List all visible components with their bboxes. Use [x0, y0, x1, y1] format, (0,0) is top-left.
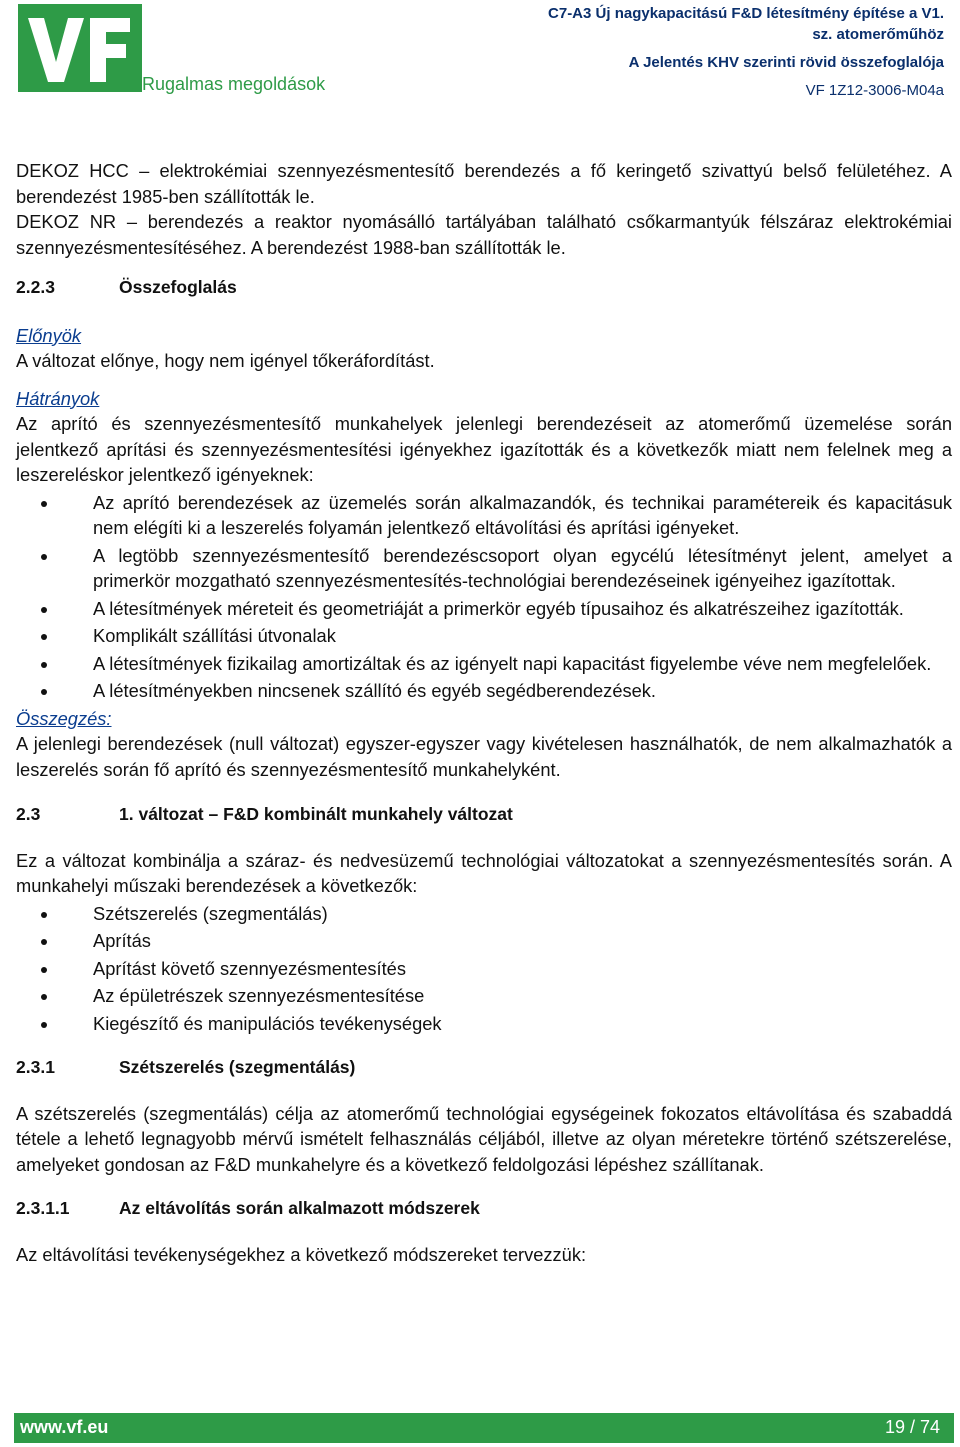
page-footer: [14, 1413, 954, 1443]
paragraph-dekoz-hcc: DEKOZ HCC – elektrokémiai szennyezésmentesítő berendezés a fő keringető szivattyú belső felületéhez. A berendezést 1985-ben szállították le.: [16, 160, 952, 207]
section-number: 2.3.1.1: [16, 1198, 70, 1218]
page-content: [16, 158, 952, 1267]
hatranyok-list: [16, 490, 952, 704]
list-item: A létesítményekben nincsenek szállító és egyéb segédberendezések.: [16, 678, 952, 704]
paragraph-hatranyok: Az aprító és szennyezésmentesítő munkahelyek jelenlegi berendezéseit az atomerőmű üzemelése során jelentkező aprítási és szennyezésmentesítési igényekhez igazították és a következők miatt nem felelnek meg a leszereléskor jelentkező igényeknek:: [16, 413, 952, 485]
section-heading-2-2-3: [16, 275, 952, 301]
section-title: Szétszerelés (szegmentálás): [119, 1057, 356, 1077]
section-heading-2-3: [16, 802, 952, 828]
list-item: Aprítást követő szennyezésmentesítés: [16, 956, 952, 982]
bullet-icon: [41, 689, 47, 695]
list-item: A létesítmények méreteit és geometriáját a primerkör egyéb típusaihoz és alkatrészeihez igazították.: [16, 596, 952, 622]
list-item: Kiegészítő és manipulációs tevékenységek: [16, 1011, 952, 1037]
bullet-icon: [41, 967, 47, 973]
section-heading-2-3-1: [16, 1055, 952, 1081]
bullet-icon: [41, 939, 47, 945]
header-title-line2: sz. atomerőműhöz: [812, 26, 944, 43]
bullet-icon: [41, 634, 47, 640]
header-title-line1: C7-A3 Új nagykapacitású F&D létesítmény építése a V1.: [548, 5, 944, 22]
paragraph-dekoz-nr: DEKOZ NR – berendezés a reaktor nyomásálló tartályában található csőkarmantyúk félszáraz elektrokémiai szennyezésmentesítéséhez. A berendezést 1988-ban szállították le.: [16, 211, 952, 258]
paragraph-dismantling: A szétszerelés (szegmentálás) célja az atomerőmű technológiai egységeinek fokozatos eltávolítása és szabaddá tétele a lehető legnagyobb mérvű ismételt felhasználás céljából, illetve az olyan méretekre történő szétszerelése, amelyeket gondosan az F&D munkahelyre és a következő feldolgozási lépéshez szállítanak.: [16, 1102, 952, 1175]
section-number: 2.2.3: [16, 277, 55, 297]
header-doc-info: [548, 3, 944, 101]
subheading-osszegzes: Összegzés:: [16, 707, 112, 729]
subheading-hatranyok: Hátrányok: [16, 387, 100, 409]
page-header: [0, 0, 960, 110]
list-item: Az aprító berendezések az üzemelés során alkalmazandók, és technikai paramétereik és kapacitásuk nem elégíti ki a leszerelés folyamán jelentkező eltávolítási és aprítási igényeket.: [16, 490, 952, 541]
list-item: Az épületrészek szennyezésmentesítése: [16, 983, 952, 1009]
section-title: 1. változat – F&D kombinált munkahely változat: [119, 804, 513, 824]
section-title: Az eltávolítás során alkalmazott módszerek: [119, 1198, 480, 1218]
list-item: A létesítmények fizikailag amortizáltak és az igényelt napi kapacitást figyelembe véve nem megfelelőek.: [16, 651, 952, 677]
tagline: Rugalmas megoldások: [142, 74, 326, 94]
paragraph-variant-1: Ez a változat kombinálja a száraz- és nedvesüzemű technológiai változatokat a szennyezésmentesítés során. A munkahelyi műszaki berendezések a következők:: [16, 849, 952, 896]
header-report-title: A Jelentés KHV szerinti rövid összefoglalója: [628, 54, 944, 71]
header-doc-code: VF 1Z12-3006-M04a: [805, 82, 944, 99]
footer-website-link[interactable]: www.vf.eu: [20, 1417, 109, 1437]
section-heading-2-3-1-1: [16, 1196, 952, 1222]
section-number: 2.3.1: [16, 1057, 55, 1077]
paragraph-elonyok: A változat előnye, hogy nem igényel tőkeráfordítást.: [16, 350, 435, 371]
list-item: Komplikált szállítási útvonalak: [16, 623, 952, 649]
bullet-icon: [41, 994, 47, 1000]
section-title: Összefoglalás: [119, 277, 237, 297]
list-item: A legtöbb szennyezésmentesítő berendezéscsoport olyan egycélú létesítményt jelent, amelyet a primerkör mozgatható szennyezésmentesítés-technológiai berendezéseinek igényeihez igazítottak.: [16, 543, 952, 594]
bullet-icon: [41, 912, 47, 918]
bullet-icon: [41, 501, 47, 507]
bullet-icon: [41, 554, 47, 560]
list-item: Aprítás: [16, 928, 952, 954]
vf-logo: [18, 4, 142, 92]
subheading-elonyok: Előnyök: [16, 324, 82, 346]
equipment-list: [16, 901, 952, 1037]
section-number: 2.3: [16, 804, 41, 824]
page-number: 19 / 74: [884, 1417, 940, 1437]
paragraph-osszegzes: A jelenlegi berendezések (null változat) egyszer-egyszer vagy kivételesen használhatók, de nem alkalmazhatók a leszerelés során fő aprító és szennyezésmentesítő munkahelyként.: [16, 733, 952, 780]
bullet-icon: [41, 607, 47, 613]
paragraph-methods-intro: Az eltávolítási tevékenységekhez a következő módszereket tervezzük:: [16, 1243, 587, 1265]
bullet-icon: [41, 662, 47, 668]
list-item: Szétszerelés (szegmentálás): [16, 901, 952, 927]
bullet-icon: [41, 1022, 47, 1028]
